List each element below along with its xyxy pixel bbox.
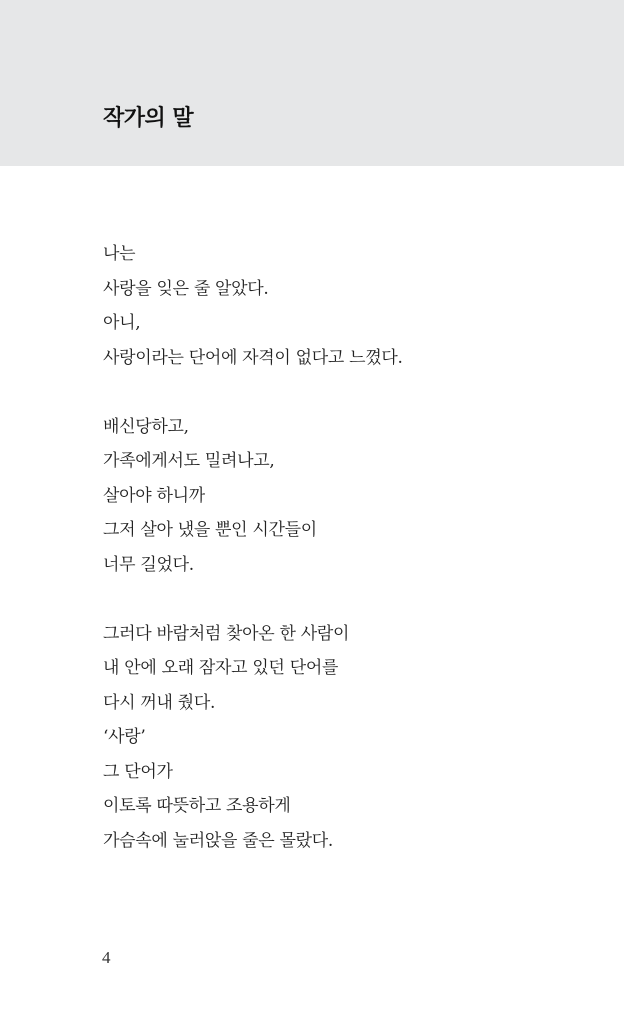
page-number: 4 <box>102 948 111 967</box>
poem-line: 사랑을 잊은 줄 알았다. <box>103 278 269 299</box>
poem-line: 이토록 따뜻하고 조용하게 <box>103 796 291 816</box>
poem-line: 그저 살아 냈을 뿐인 시간들이 <box>103 520 317 540</box>
header-band <box>0 0 624 166</box>
poem-line: 살아야 하니까 <box>103 485 205 506</box>
page-title: 작가의 말 <box>103 106 194 131</box>
poem-line: 가슴속에 눌러앉을 줄은 몰랐다. <box>103 830 334 851</box>
poem-line: 아니, <box>103 313 141 333</box>
stanza-2 <box>103 410 583 583</box>
poem-body <box>103 237 583 858</box>
poem-line: 배신당하고, <box>103 416 189 437</box>
poem-line: 다시 꺼내 줬다. <box>103 692 216 713</box>
poem-line: 내 안에 오래 잠자고 있던 단어를 <box>103 658 339 678</box>
stanza-3 <box>103 617 583 859</box>
stanza-1 <box>103 237 583 375</box>
poem-line: 너무 길었다. <box>103 554 194 575</box>
poem-line: 사랑이라는 단어에 자격이 없다고 느꼈다. <box>103 347 403 368</box>
poem-line: 그러다 바람처럼 찾아온 한 사람이 <box>103 623 350 644</box>
poem-line: 나는 <box>103 244 136 264</box>
poem-line: 가족에게서도 밀려나고, <box>103 451 275 471</box>
poem-line: ‘사랑’ <box>103 727 146 747</box>
poem-line: 그 단어가 <box>103 761 173 782</box>
